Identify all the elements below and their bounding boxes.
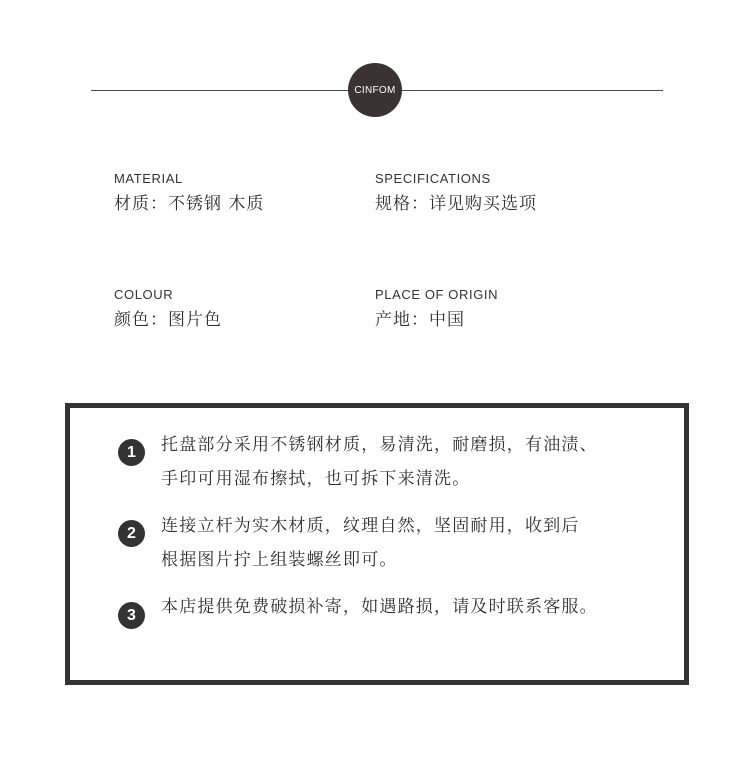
notice-line: 托盘部分采用不锈钢材质，易清洗，耐磨损，有油渍、 bbox=[161, 435, 598, 455]
notice-text bbox=[161, 509, 651, 577]
spec-specifications-label: SPECIFICATIONS bbox=[375, 171, 491, 186]
spec-material-label: MATERIAL bbox=[114, 171, 183, 186]
notice-box bbox=[65, 403, 689, 685]
notice-line: 手印可用湿布擦拭，也可拆下来清洗。 bbox=[161, 469, 471, 489]
notice-text bbox=[161, 590, 651, 624]
notice-line: 本店提供免费破损补寄，如遇路损，请及时联系客服。 bbox=[161, 597, 598, 617]
notice-line: 根据图片拧上组装螺丝即可。 bbox=[161, 550, 398, 570]
brand-logo-badge bbox=[348, 63, 402, 117]
spec-origin-value: 产地：中国 bbox=[375, 310, 465, 330]
spec-origin bbox=[375, 287, 498, 331]
spec-material bbox=[114, 171, 264, 215]
notice-line: 连接立杆为实木材质，纹理自然，坚固耐用，收到后 bbox=[161, 516, 580, 536]
notice-text bbox=[161, 428, 651, 496]
notice-number-badge: 2 bbox=[118, 520, 145, 547]
divider-line-left bbox=[91, 90, 348, 91]
spec-colour bbox=[114, 287, 222, 331]
divider-line-right bbox=[402, 90, 663, 91]
notice-number-badge: 1 bbox=[118, 439, 145, 466]
spec-material-value: 材质：不锈钢 木质 bbox=[114, 194, 265, 214]
brand-label: CINFOM bbox=[354, 84, 396, 96]
spec-colour-label: COLOUR bbox=[114, 287, 174, 302]
spec-specifications bbox=[375, 171, 537, 215]
spec-specifications-value: 规格：详见购买选项 bbox=[375, 194, 537, 214]
spec-origin-label: PLACE OF ORIGIN bbox=[375, 287, 499, 302]
spec-colour-value: 颜色：图片色 bbox=[114, 310, 222, 330]
notice-number-badge: 3 bbox=[118, 602, 145, 629]
